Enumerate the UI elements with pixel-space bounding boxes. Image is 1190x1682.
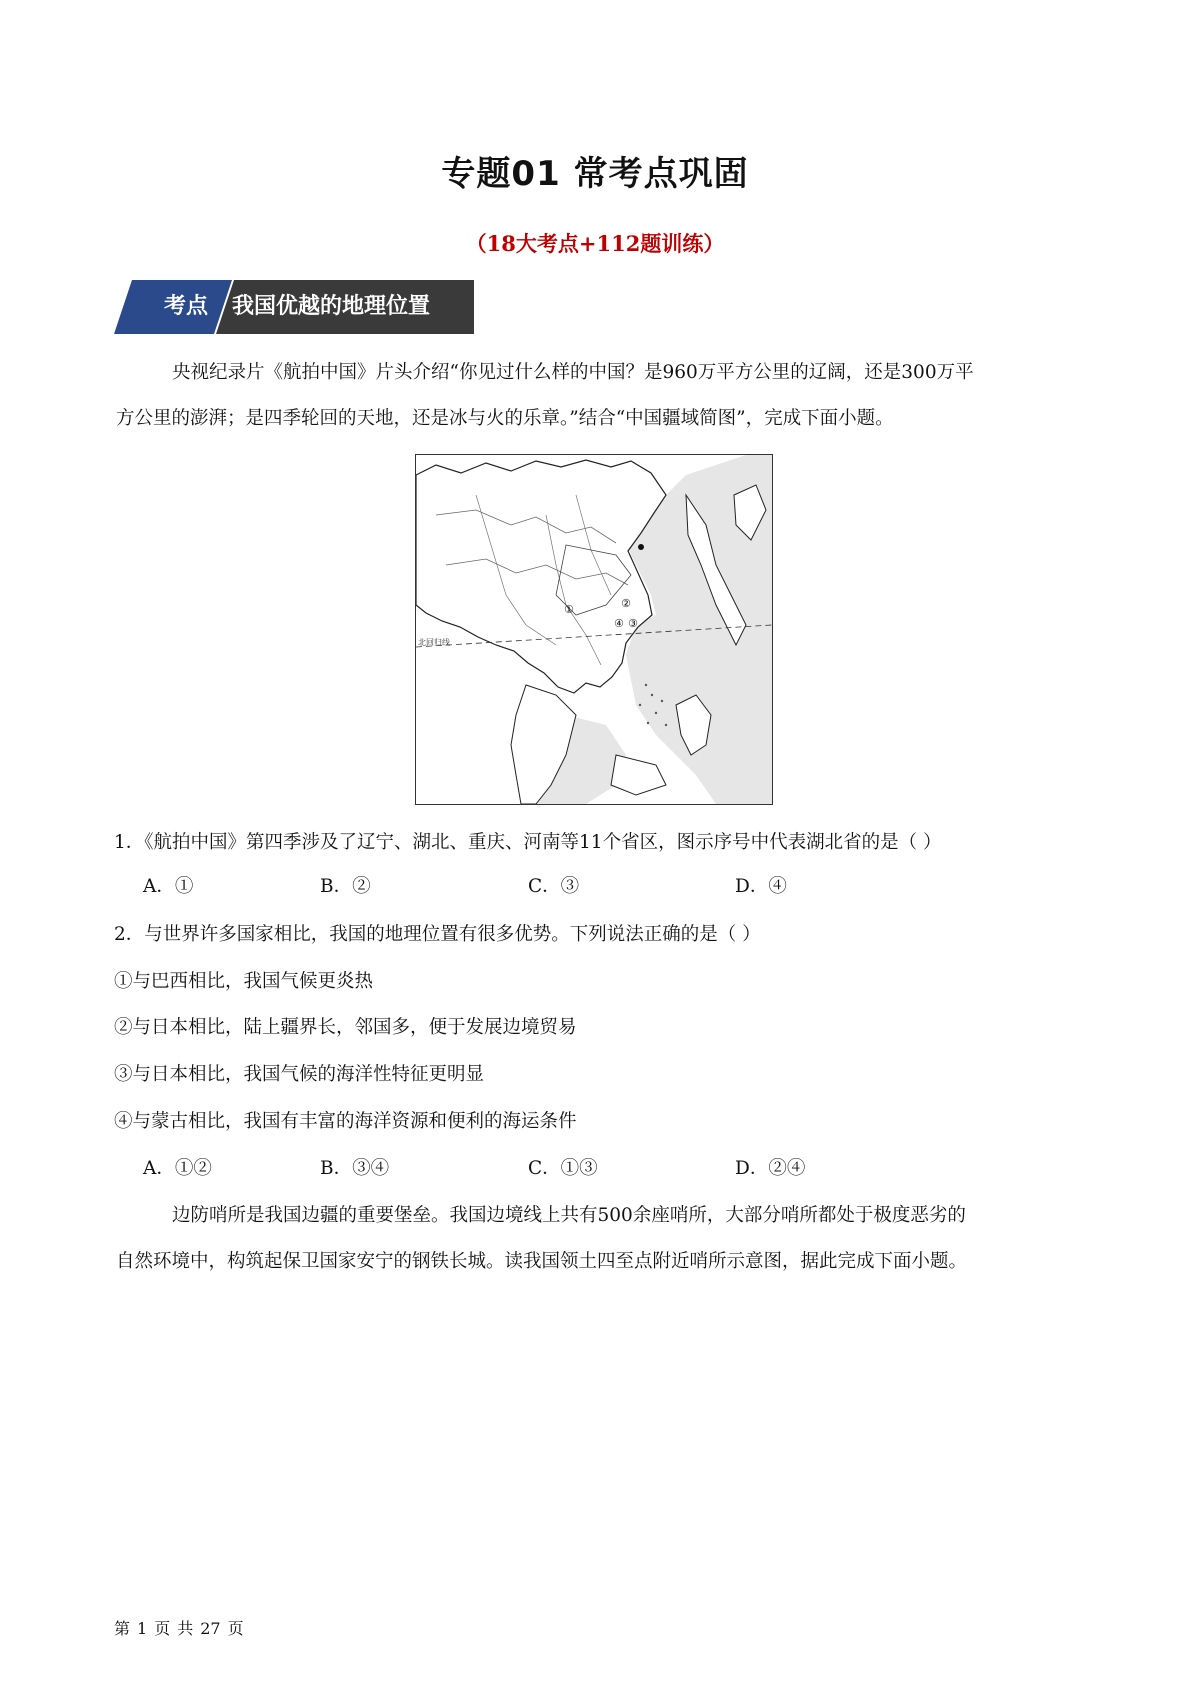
map-marker-1: ① bbox=[564, 603, 574, 616]
capital-marker bbox=[638, 544, 644, 550]
footer-label-1: 第 bbox=[114, 1619, 131, 1638]
footer-label-4: 页 bbox=[227, 1619, 244, 1638]
section-tag: 考点 bbox=[163, 294, 208, 319]
intro1-line2: 方公里的澎湃；是四季轮回的天地，还是冰与火的乐章。”结合“中国疆域简图”，完成下面小题。 bbox=[116, 408, 894, 429]
q1-options bbox=[0, 872, 1190, 902]
q2-option-b[interactable]: B．③④ bbox=[320, 1158, 390, 1179]
map-marker-3: ③ bbox=[628, 617, 638, 630]
q2-option-d[interactable]: D．②④ bbox=[735, 1158, 806, 1179]
q2-statement-2: ②与日本相比，陆上疆界长，邻国多，便于发展边境贸易 bbox=[114, 1017, 577, 1038]
q2-statement-3: ③与日本相比，我国气候的海洋性特征更明显 bbox=[114, 1064, 485, 1085]
page-footer bbox=[114, 1616, 251, 1639]
footer-page-number: 1 bbox=[137, 1619, 148, 1638]
page-subtitle: （18大考点+112题训练） bbox=[465, 231, 725, 256]
q1-option-d[interactable]: D．④ bbox=[735, 876, 787, 897]
section-banner bbox=[114, 280, 474, 334]
map-drawing bbox=[416, 455, 772, 804]
footer-label-2: 页 bbox=[154, 1619, 171, 1638]
q1-option-c[interactable]: C．③ bbox=[528, 876, 580, 897]
q2-stem: 2．与世界许多国家相比，我国的地理位置有很多优势。下列说法正确的是（ ） bbox=[114, 924, 761, 945]
intro-paragraph-1 bbox=[116, 350, 1076, 442]
q2-option-c[interactable]: C．①③ bbox=[528, 1158, 598, 1179]
map-marker-2: ② bbox=[621, 597, 631, 610]
map-marker-4: ④ bbox=[614, 617, 624, 630]
page-title: 专题01 常考点巩固 bbox=[441, 154, 749, 194]
intro1-line1: 央视纪录片《航拍中国》片头介绍“你见过什么样的中国？是960万平方公里的辽阔，还是300万平 bbox=[172, 362, 974, 383]
intro-paragraph-2 bbox=[116, 1193, 1076, 1285]
q2-statement-4: ④与蒙古相比，我国有丰富的海洋资源和便利的海运条件 bbox=[114, 1111, 577, 1132]
footer-total-pages: 27 bbox=[200, 1619, 221, 1638]
footer-label-3: 共 bbox=[177, 1619, 194, 1638]
q1-option-a[interactable]: A．① bbox=[143, 876, 194, 897]
q2-options bbox=[0, 1154, 1190, 1184]
q1-option-b[interactable]: B．② bbox=[320, 876, 371, 897]
section-name: 我国优越的地理位置 bbox=[232, 294, 431, 319]
tropic-label: 北回归线 bbox=[418, 638, 450, 647]
q2-option-a[interactable]: A．①② bbox=[143, 1158, 212, 1179]
q1-stem: 1．《航拍中国》第四季涉及了辽宁、湖北、重庆、河南等11个省区，图示序号中代表湖北省的是（ ） bbox=[114, 832, 942, 853]
intro2-line2: 自然环境中，构筑起保卫国家安宁的钢铁长城。读我国领土四至点附近哨所示意图，据此完成下面小题。 bbox=[116, 1251, 968, 1272]
q2-statement-1: ①与巴西相比，我国气候更炎热 bbox=[114, 971, 374, 992]
intro2-line1: 边防哨所是我国边疆的重要堡垒。我国边境线上共有500余座哨所，大部分哨所都处于极度恶劣的 bbox=[172, 1205, 966, 1226]
china-territory-map bbox=[415, 454, 773, 805]
